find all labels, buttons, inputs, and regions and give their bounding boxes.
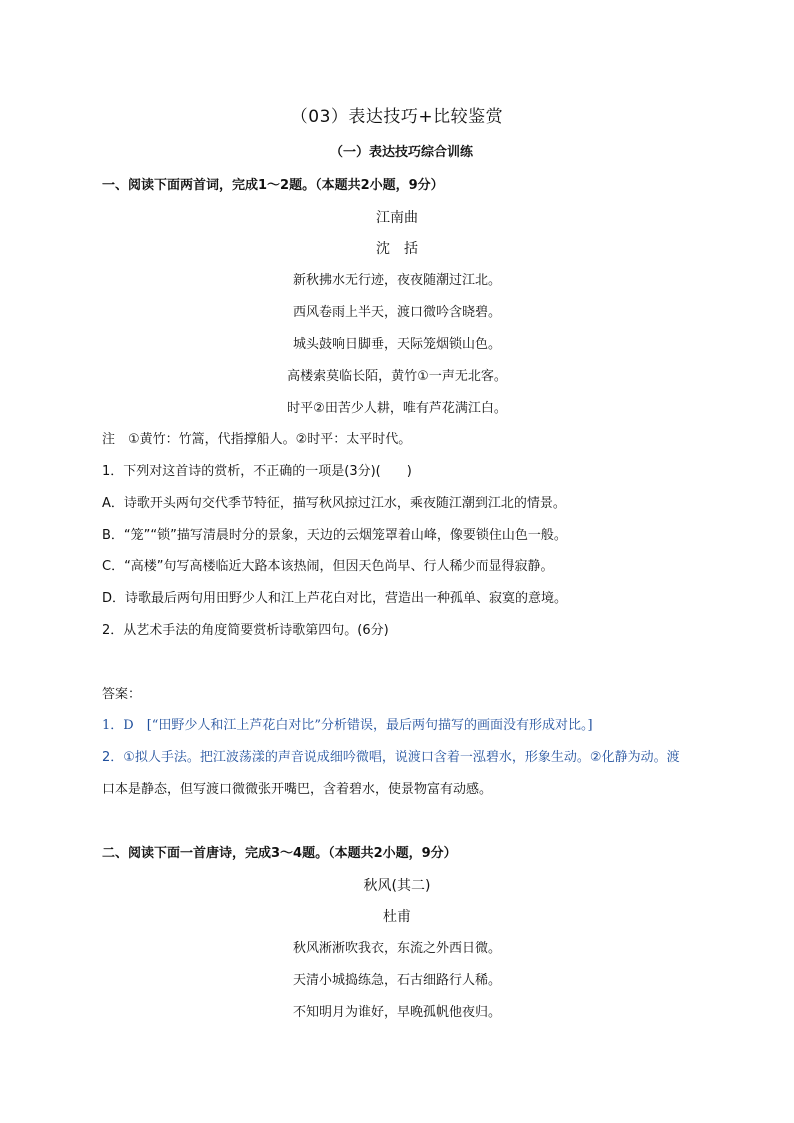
poem1-author: 沈 括 [376, 241, 418, 257]
poem1-line: 城头鼓响日脚垂，天际笼烟锁山色。 [292, 337, 501, 352]
poem2-line: 秋风淅淅吹我衣，东流之外西日微。 [292, 941, 501, 956]
page-title: （03）表达技巧+比较鉴赏 [290, 107, 504, 127]
option-a: A．诗歌开头两句交代季节特征，描写秋风掠过江水，乘夜随江潮到江北的情景。 [102, 496, 566, 511]
poem2-line: 不知明月为谁好，早晚孤帆他夜归。 [292, 1005, 501, 1020]
option-d: D．诗歌最后两句用田野少人和江上芦花白对比，营造出一种孤单、寂寞的意境。 [102, 591, 568, 606]
question-2: 2．从艺术手法的角度简要赏析诗歌第四句。(6分) [102, 623, 389, 638]
poem1-line: 新秋拂水无行迹，夜夜随潮过江北。 [292, 273, 501, 288]
poem2-line: 天清小城捣练急，石古细路行人稀。 [292, 973, 501, 988]
answer-label: 答案： [102, 687, 142, 702]
poem2-author: 杜甫 [383, 909, 411, 925]
poem1-line: 高楼索莫临长陌，黄竹①一声无北客。 [287, 369, 507, 384]
poem1-note: 注 ①黄竹：竹篙，代指撑船人。②时平：太平时代。 [102, 432, 412, 447]
section1-heading: 一、阅读下面两首词，完成1～2题。（本题共2小题，9分） [102, 178, 444, 193]
question-1: 1．下列对这首诗的赏析，不正确的一项是(3分)( ) [102, 464, 412, 479]
poem1-line: 时平②田苦少人耕，唯有芦花满江白。 [287, 401, 507, 416]
section2-heading: 二、阅读下面一首唐诗，完成3～4题。（本题共2小题，9分） [102, 846, 457, 861]
poem1-title: 江南曲 [376, 210, 418, 226]
answer-2-line1: 2．①拟人手法。把江波荡漾的声音说成细吟微唱，说渡口含着一泓碧水，形象生动。②化静为动。渡 [102, 750, 680, 765]
section-subtitle: （一）表达技巧综合训练 [330, 145, 474, 160]
poem1-line: 西风卷雨上半天，渡口微吟含晓碧。 [292, 305, 501, 320]
poem2-title: 秋风(其二) [363, 878, 431, 894]
answer-2-line2: 口本是静态，但写渡口微微张开嘴巴，含着碧水，使景物富有动感。 [102, 782, 493, 797]
option-c: C．“高楼”句写高楼临近大路本该热闹，但因天色尚早、行人稀少而显得寂静。 [102, 559, 554, 574]
answer-1: 1．D [“田野少人和江上芦花白对比”分析错误，最后两句描写的画面没有形成对比。] [102, 718, 593, 733]
option-b: B．“笼”“锁”描写清晨时分的景象，天边的云烟笼罩着山峰，像要锁住山色一般。 [102, 528, 567, 543]
